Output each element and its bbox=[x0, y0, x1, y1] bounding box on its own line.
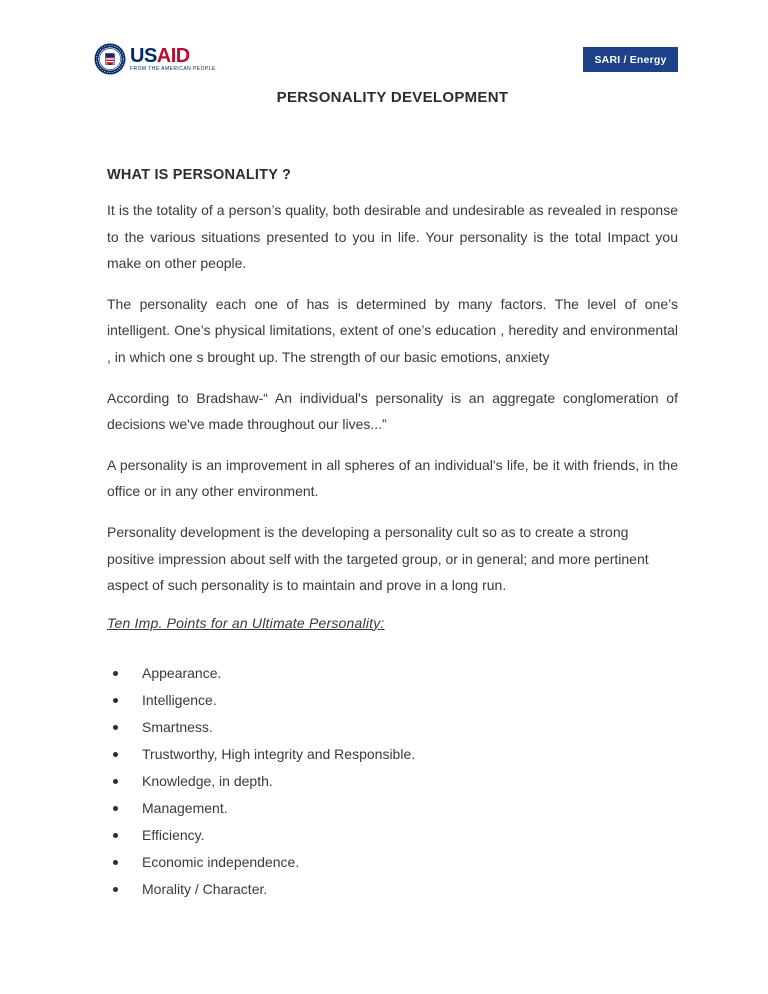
paragraph: Personality development is the developing a personality cult so as to create a strong positive impression about self with the targeted group, or in general; and more pertinent aspect of such personality is to maintain and prove in a long run. bbox=[107, 523, 649, 594]
paragraph: According to Bradshaw-“ An individual's personality is an aggregate conglomeration of decisions we've made throughout our lives...” bbox=[107, 389, 678, 433]
usaid-seal-icon bbox=[94, 43, 126, 75]
usaid-wordmark-aid: AID bbox=[156, 44, 190, 67]
bullet-icon bbox=[113, 833, 118, 838]
bullet-icon bbox=[113, 860, 118, 865]
bullet-icon bbox=[113, 806, 118, 811]
usaid-wordmark bbox=[130, 44, 216, 72]
list-heading: Ten Imp. Points for an Ultimate Personality: bbox=[107, 614, 385, 631]
paragraph: A personality is an improvement in all spheres of an individual's life, be it with friends, in the office or in any other environment. bbox=[107, 456, 678, 500]
list-item bbox=[107, 714, 678, 741]
list-item-label: Knowledge, in depth. bbox=[142, 772, 273, 789]
sari-energy-badge: SARI / Energy bbox=[583, 47, 678, 72]
page-title: PERSONALITY DEVELOPMENT bbox=[276, 89, 509, 106]
list-item bbox=[107, 741, 678, 768]
usaid-wordmark-us: US bbox=[130, 44, 157, 67]
list-item-label: Efficiency. bbox=[142, 826, 205, 843]
list-item bbox=[107, 822, 678, 849]
list-item-label: Economic independence. bbox=[142, 853, 300, 870]
list-item bbox=[107, 849, 678, 876]
usaid-logo bbox=[94, 43, 216, 75]
document-body bbox=[107, 167, 678, 903]
points-list bbox=[107, 660, 678, 903]
bullet-icon bbox=[113, 698, 118, 703]
list-item-label: Smartness. bbox=[142, 718, 213, 735]
list-item bbox=[107, 660, 678, 687]
list-item-label: Trustworthy, High integrity and Responsible. bbox=[142, 745, 416, 762]
list-item bbox=[107, 876, 678, 903]
bullet-icon bbox=[113, 887, 118, 892]
list-item-label: Intelligence. bbox=[142, 691, 217, 708]
list-item-label: Morality / Character. bbox=[142, 880, 268, 897]
bullet-icon bbox=[113, 752, 118, 757]
bullet-icon bbox=[113, 725, 118, 730]
usaid-tagline: FROM THE AMERICAN PEOPLE bbox=[130, 65, 216, 72]
bullet-icon bbox=[113, 671, 118, 676]
section-heading: WHAT IS PERSONALITY ? bbox=[107, 167, 292, 183]
paragraph: It is the totality of a person’s quality, both desirable and undesirable as revealed in response to the various situations presented to you in life. Your personality is the total Impact you make on other people. bbox=[107, 202, 678, 272]
list-item bbox=[107, 795, 678, 822]
list-item-label: Appearance. bbox=[142, 664, 222, 681]
list-item bbox=[107, 687, 678, 714]
list-item-label: Management. bbox=[142, 799, 228, 816]
paragraph: The personality each one of has is determined by many factors. The level of one’s intelligent. One’s physical limitations, extent of one’s education , heredity and environmental , in which one s brought up. The strength of our basic emotions, anxiety bbox=[107, 295, 678, 365]
bullet-icon bbox=[113, 779, 118, 784]
list-item bbox=[107, 768, 678, 795]
